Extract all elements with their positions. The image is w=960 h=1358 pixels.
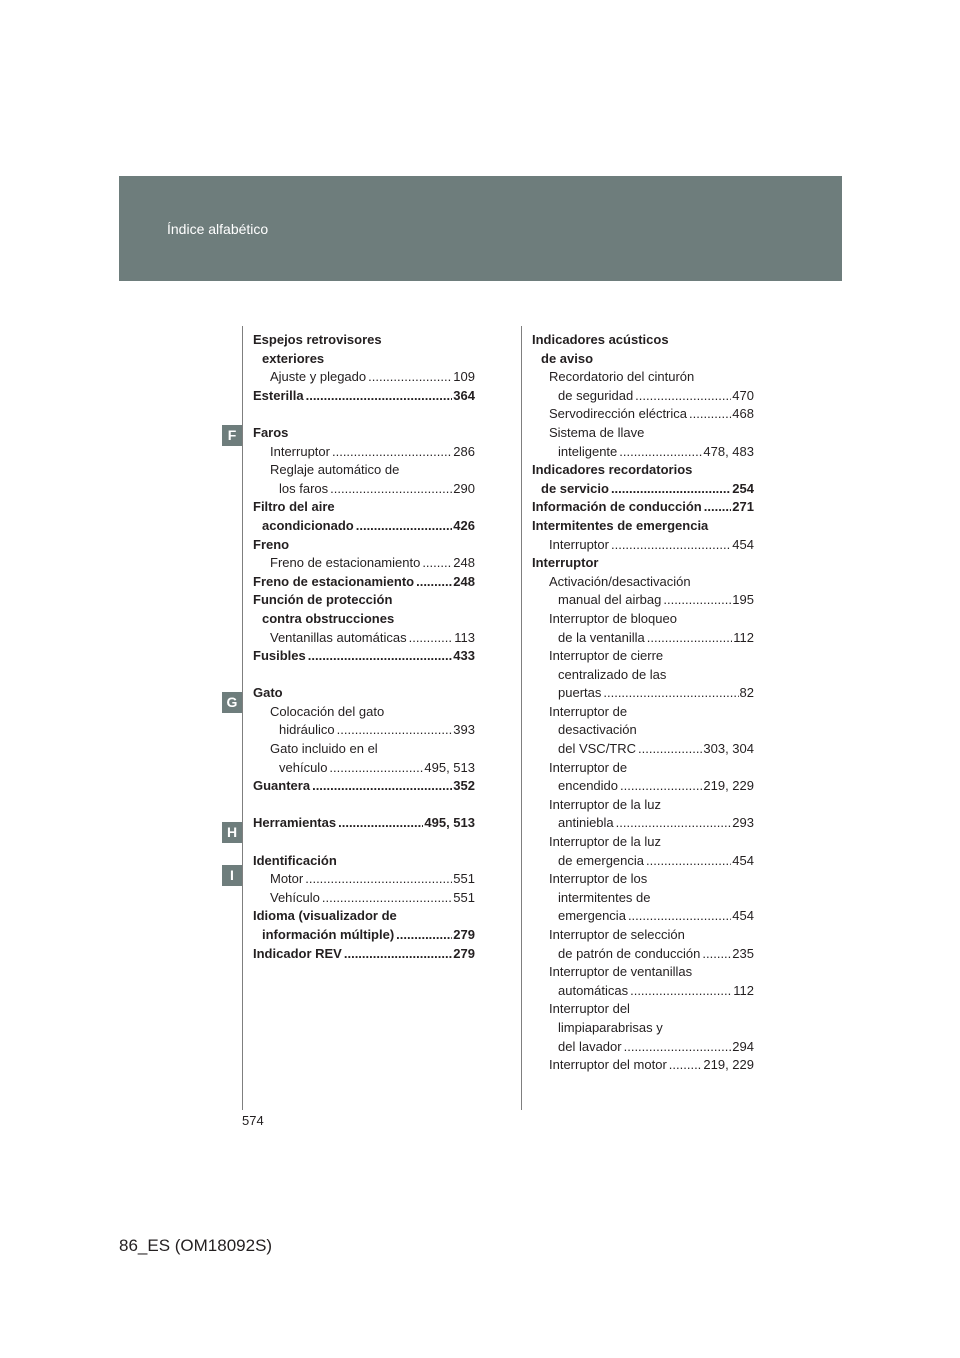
entry-term: centralizado de las	[558, 666, 667, 682]
entry-term: Interruptor de cierre	[549, 648, 664, 664]
entry-term: Ventanillas automáticas	[270, 629, 407, 645]
entry-page-ref: 551	[453, 889, 475, 905]
entry-page-ref: 112	[733, 629, 754, 645]
document-code: 86_ES (OM18092S)	[119, 1236, 273, 1255]
dot-leader	[616, 814, 732, 833]
entry-page-ref: 393	[453, 722, 475, 738]
entry-term: Fusibles	[253, 648, 306, 664]
entry-term: de aviso	[541, 350, 594, 366]
index-entry	[253, 889, 475, 908]
entry-term: Freno de estacionamiento	[253, 573, 415, 589]
index-entry	[532, 405, 754, 424]
entry-term: Función de protección	[253, 592, 393, 608]
entry-page-ref: 433	[453, 648, 475, 664]
index-entry	[253, 926, 475, 945]
index-entry	[532, 833, 754, 852]
entry-page-ref: 470	[732, 387, 754, 403]
entry-term: Motor	[270, 871, 304, 887]
dot-leader	[638, 740, 702, 759]
index-entry	[532, 387, 754, 406]
index-entry	[253, 610, 475, 629]
dot-leader	[416, 573, 452, 592]
dot-leader	[603, 684, 738, 703]
index-entry	[253, 554, 475, 573]
entry-page-ref: 303, 304	[703, 741, 754, 757]
dot-leader	[628, 907, 731, 926]
entry-page-ref: 294	[732, 1038, 754, 1054]
index-entry	[532, 777, 754, 796]
entry-term: Servodirección eléctrica	[549, 406, 688, 422]
index-entry	[532, 759, 754, 778]
dot-leader	[332, 443, 452, 462]
entry-term: información múltiple)	[262, 927, 395, 942]
entry-page-ref: 109	[453, 369, 475, 385]
index-entry	[253, 387, 475, 406]
entry-term: Guantera	[253, 778, 311, 794]
entry-term: emergencia	[558, 908, 626, 924]
index-entry	[532, 573, 754, 592]
index-entry	[532, 889, 754, 908]
index-entry	[532, 443, 754, 462]
index-entry	[532, 480, 754, 499]
dot-leader	[330, 480, 452, 499]
entry-term: de patrón de conducción	[558, 945, 701, 961]
index-entry	[532, 1038, 754, 1057]
entry-term: exteriores	[262, 350, 325, 366]
entry-page-ref: 195	[732, 592, 754, 608]
dot-leader	[396, 926, 452, 945]
entry-term: Herramientas	[253, 815, 337, 831]
dot-leader	[647, 629, 733, 648]
entry-page-ref: 293	[732, 815, 754, 831]
index-entry	[253, 424, 475, 443]
entry-term: automáticas	[558, 982, 629, 998]
entry-term: Interruptor de los	[549, 871, 648, 887]
entry-term: de seguridad	[558, 387, 634, 403]
dot-leader	[312, 777, 452, 796]
entry-term: Recordatorio del cinturón	[549, 369, 695, 385]
entry-term: Espejos retrovisores	[253, 332, 382, 347]
entry-term: del VSC/TRC	[558, 741, 637, 757]
index-entry	[253, 907, 475, 926]
entry-term: Interruptor de la luz	[549, 834, 662, 850]
dot-leader	[630, 982, 732, 1001]
entry-term: de servicio	[541, 480, 609, 496]
entry-page-ref: 454	[732, 908, 754, 924]
entry-term: de la ventanilla	[558, 629, 645, 645]
dot-leader	[337, 721, 453, 740]
section-title: Índice alfabético	[167, 221, 269, 237]
entry-term: Vehículo	[270, 889, 320, 905]
dot-leader	[344, 945, 452, 964]
dot-leader	[308, 647, 453, 666]
column-divider-middle	[521, 326, 522, 1110]
index-entry	[532, 1056, 754, 1075]
entry-term: del lavador	[558, 1038, 622, 1054]
dot-leader	[663, 591, 731, 610]
entry-term: desactivación	[558, 722, 637, 738]
index-entry	[253, 721, 475, 740]
index-entry	[532, 721, 754, 740]
letter-tab-f: F	[222, 425, 242, 446]
entry-term: Filtro del aire	[253, 499, 335, 515]
entry-term: Interruptor del motor	[549, 1057, 667, 1073]
index-entry	[532, 1019, 754, 1038]
entry-term: Interruptor	[549, 536, 609, 552]
dot-leader	[338, 814, 423, 833]
dot-leader	[704, 498, 732, 517]
index-entry	[532, 331, 754, 350]
entry-page-ref: 113	[454, 629, 475, 645]
dot-leader	[306, 387, 453, 406]
entry-term: Interruptor del	[549, 1001, 630, 1017]
dot-leader	[620, 777, 702, 796]
index-entry	[253, 591, 475, 610]
entry-page-ref: 112	[733, 982, 754, 998]
index-entry	[532, 982, 754, 1001]
letter-tab-h: H	[222, 822, 242, 843]
dot-leader	[619, 443, 702, 462]
entry-page-ref: 286	[453, 443, 475, 459]
dot-leader	[624, 1038, 732, 1057]
entry-page-ref: 219, 229	[703, 778, 754, 794]
entry-term: Ajuste y plegado	[270, 369, 367, 385]
entry-page-ref: 219, 229	[703, 1057, 754, 1073]
entry-term: Gato incluido en el	[270, 741, 378, 757]
index-entry	[532, 907, 754, 926]
index-entry	[532, 870, 754, 889]
entry-term: contra obstrucciones	[262, 610, 395, 626]
entry-term: Interruptor de la luz	[549, 796, 662, 812]
dot-leader	[305, 870, 452, 889]
entry-term: Indicadores acústicos	[532, 332, 669, 347]
entry-page-ref: 551	[453, 871, 475, 887]
entry-page-ref: 82	[739, 685, 754, 701]
entry-term: Identificación	[253, 852, 337, 868]
entry-term: Idioma (visualizador de	[253, 908, 397, 924]
entry-term: inteligente	[558, 443, 618, 459]
index-entry	[253, 852, 475, 871]
entry-term: Sistema de llave	[549, 424, 645, 440]
index-entry	[532, 740, 754, 759]
index-entry	[532, 461, 754, 480]
entry-term: Interruptor de selección	[549, 927, 685, 942]
index-column-right	[532, 331, 754, 1075]
index-entry	[253, 945, 475, 964]
entry-term: acondicionado	[262, 517, 354, 533]
entry-term: Gato	[253, 685, 283, 701]
entry-term: manual del airbag	[558, 592, 662, 608]
index-entry	[532, 945, 754, 964]
letter-tab-g: G	[222, 692, 242, 713]
index-entry	[532, 536, 754, 555]
index-entry	[532, 610, 754, 629]
index-entry	[253, 517, 475, 536]
entry-page-ref: 248	[453, 573, 475, 589]
entry-term: Freno de estacionamiento	[270, 555, 421, 571]
index-entry	[532, 498, 754, 517]
entry-term: Reglaje automático de	[270, 462, 400, 478]
entry-term: encendido	[558, 778, 618, 794]
entry-page-ref: 235	[732, 945, 754, 961]
entry-term: intermitentes de	[558, 889, 651, 905]
dot-leader	[329, 759, 423, 778]
entry-term: Interruptor	[270, 443, 330, 459]
entry-term: Interruptor de	[549, 703, 628, 719]
index-entry	[532, 796, 754, 815]
dot-leader	[409, 629, 454, 648]
entry-page-ref: 290	[453, 480, 475, 496]
index-entry	[532, 814, 754, 833]
index-entry	[253, 480, 475, 499]
entry-page-ref: 454	[732, 536, 754, 552]
entry-page-ref: 495, 513	[424, 759, 475, 775]
entry-term: Interruptor de	[549, 759, 628, 775]
entry-page-ref: 279	[453, 945, 475, 961]
index-entry	[253, 461, 475, 480]
entry-term: antiniebla	[558, 815, 614, 831]
index-entry	[532, 554, 754, 573]
entry-page-ref: 352	[453, 778, 475, 794]
index-entry	[253, 740, 475, 759]
index-entry	[253, 647, 475, 666]
entry-term: limpiaparabrisas y	[558, 1019, 663, 1035]
index-entry	[532, 591, 754, 610]
dot-leader	[356, 517, 453, 536]
index-entry	[532, 350, 754, 369]
entry-page-ref: 468	[732, 406, 754, 422]
dot-leader	[422, 554, 452, 573]
dot-leader	[635, 387, 731, 406]
dot-leader	[702, 945, 731, 964]
index-entry	[253, 350, 475, 369]
dot-leader	[611, 480, 731, 499]
entry-page-ref: 248	[453, 555, 475, 571]
index-entry	[532, 424, 754, 443]
entry-page-ref: 279	[453, 927, 475, 942]
entry-term: puertas	[558, 685, 602, 701]
index-entry	[532, 963, 754, 982]
dot-leader	[646, 852, 731, 871]
entry-term: Colocación del gato	[270, 703, 385, 719]
dot-leader	[689, 405, 731, 424]
index-entry	[253, 331, 475, 350]
index-entry	[253, 703, 475, 722]
entry-page-ref: 254	[732, 480, 754, 496]
dot-leader	[368, 368, 452, 387]
dot-leader	[611, 536, 731, 555]
entry-page-ref: 364	[453, 387, 475, 403]
index-entry	[532, 703, 754, 722]
dot-leader	[322, 889, 452, 908]
entry-term: Intermitentes de emergencia	[532, 517, 709, 533]
entry-page-ref: 426	[453, 517, 475, 533]
entry-term: Información de conducción	[532, 499, 702, 515]
index-entry	[532, 647, 754, 666]
entry-page-ref: 495, 513	[424, 815, 475, 831]
index-entry	[253, 498, 475, 517]
entry-term: Activación/desactivación	[549, 573, 691, 589]
entry-term: los faros	[279, 480, 329, 496]
entry-term: de emergencia	[558, 852, 644, 868]
index-entry	[532, 852, 754, 871]
page-number: 574	[242, 1113, 264, 1128]
index-entry	[532, 517, 754, 536]
entry-term: Interruptor de bloqueo	[549, 610, 677, 626]
dot-leader	[669, 1056, 703, 1075]
column-divider-left	[242, 326, 243, 1110]
letter-tab-i: I	[222, 865, 242, 886]
index-entry	[253, 368, 475, 387]
entry-page-ref: 271	[732, 499, 754, 515]
entry-page-ref: 454	[732, 852, 754, 868]
index-entry	[253, 443, 475, 462]
index-entry	[532, 684, 754, 703]
index-entry	[253, 759, 475, 778]
index-entry	[253, 814, 475, 833]
index-entry	[253, 777, 475, 796]
entry-term: Indicadores recordatorios	[532, 462, 693, 478]
index-entry	[253, 629, 475, 648]
entry-term: Esterilla	[253, 387, 304, 403]
entry-term: hidráulico	[279, 722, 335, 738]
index-entry	[253, 684, 475, 703]
entry-page-ref: 478, 483	[703, 443, 754, 459]
entry-term: Interruptor de ventanillas	[549, 964, 693, 980]
entry-term: vehículo	[279, 759, 328, 775]
index-entry	[532, 926, 754, 945]
index-entry	[253, 536, 475, 555]
index-column-left	[253, 331, 475, 963]
index-entry	[532, 666, 754, 685]
header-band	[119, 176, 842, 281]
entry-term: Interruptor	[532, 555, 599, 571]
entry-term: Indicador REV	[253, 945, 342, 961]
entry-term: Freno	[253, 536, 290, 552]
index-entry	[253, 870, 475, 889]
index-entry	[532, 629, 754, 648]
index-entry	[253, 573, 475, 592]
index-entry	[532, 1000, 754, 1019]
index-entry	[532, 368, 754, 387]
entry-term: Faros	[253, 424, 289, 440]
